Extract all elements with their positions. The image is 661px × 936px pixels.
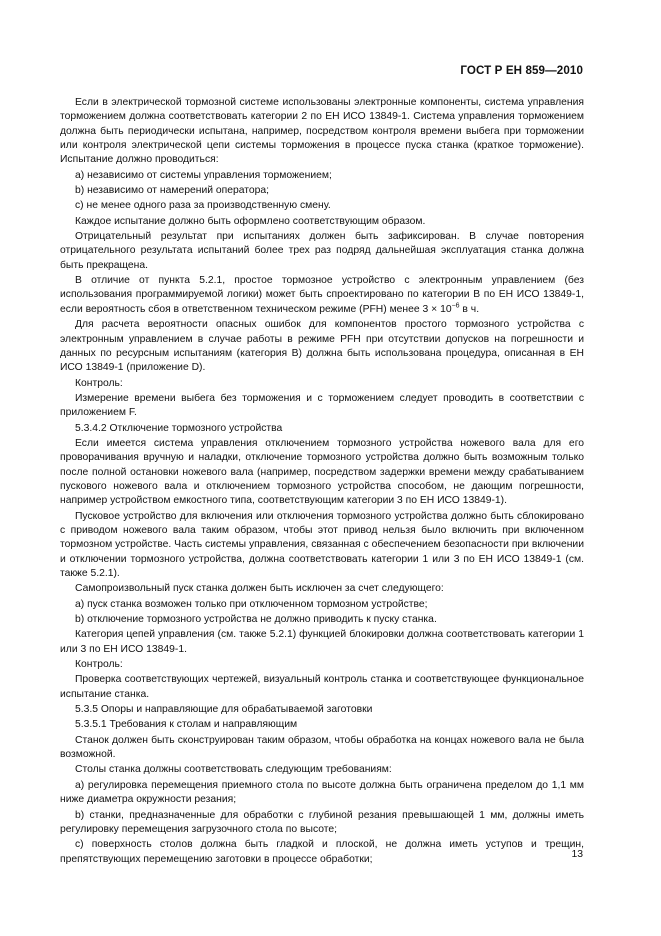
list-item: a) пуск станка возможен только при отключенном тормозном устройстве; [75, 598, 428, 610]
pfh-text: В отличие от пункта 5.2.1, простое тормозное устройство с электронным управлением (без использования программируемой логики) может быть спроектировано по категории В по ЕН ИСО 13849-1, если вероятность сбоя в ответственном техническом режиме (PFH) менее 3 × 10 [60, 275, 584, 315]
paragraph: Отрицательный результат при испытаниях должен быть зафиксирован. В случае повторения отрицательного результата испытаний более трех раз подряд дальнейшая эксплуатация станка должна быть прекращена. [60, 231, 584, 271]
subsection-heading: 5.3.5.1 Требования к столам и направляющим [75, 719, 298, 731]
paragraph: Каждое испытание должно быть оформлено соответствующим образом. [75, 215, 426, 227]
pfh-unit: в ч. [459, 303, 480, 315]
paragraph: Для расчета вероятности опасных ошибок для компонентов простого тормозного устройства с электронным управлением в случае работы в режиме PFH при отсутствии допусков на погрешности и данных по ресурсным испытаниям (категория В) должна быть использована процедура, описанная в ЕН ИСО 13849-1 (приложение D). [60, 319, 584, 374]
paragraph: Самопроизвольный пуск станка должен быть исключен за счет следующего: [75, 583, 444, 595]
document-header: ГОСТ Р ЕН 859—2010 [460, 64, 583, 77]
document-body [60, 96, 584, 867]
list-item: a) независимо от системы управления торможением; [75, 169, 332, 181]
list-item: c) не менее одного раза за производственную смену. [75, 200, 331, 212]
control-label: Контроль: [75, 377, 123, 389]
control-text: Измерение времени выбега без торможения и с торможением следует проводить в соответствии с приложением F. [60, 392, 584, 419]
paragraph: Пусковое устройство для включения или отключения тормозного устройства должно быть сблокировано с приводом ножевого вала таким образом, чтобы этот привод нельзя было включить при включенном тормозном устройстве. Часть системы управления, связанная с обеспечением безопасности при включении и отключении тормозного устройства, должна соответствовать категории 1 или 3 по ЕН ИСО 13849-1 (см. также 5.2.1). [60, 510, 584, 579]
list-item: b) отключение тормозного устройства не должно приводить к пуску станка. [75, 614, 437, 626]
section-heading: 5.3.4.2 Отключение тормозного устройства [75, 422, 283, 434]
page-number: 13 [571, 849, 583, 860]
pfh-exponent: −6 [451, 302, 460, 310]
list-item: c) поверхность столов должна быть гладкой и плоской, не должна иметь уступов и трещин, препятствующих перемещению заготовки в процессе обработки; [60, 839, 584, 865]
control-label: Контроль: [75, 659, 123, 671]
paragraph: Категория цепей управления (см. также 5.2.1) функцией блокировки должна соответствовать категории 1 или 3 по ЕН ИСО 13849-1. [60, 629, 584, 655]
paragraph: Столы станка должны соответствовать следующим требованиям: [75, 764, 392, 776]
paragraph: Если имеется система управления отключением тормозного устройства ножевого вала для его проворачивания вручную и наладки, отключение тормозного устройства должно быть возможным только после полной остановки ножевого вала (например, посредством задержки времени между срабатыванием пускового ножевого вала и отключением тормозного устройства способом, не дающим погрешности, например устройством емкостного типа, соответствующим категории 3 по ЕН ИСО 13849-1). [60, 437, 584, 507]
control-text: Проверка соответствующих чертежей, визуальный контроль станка и соответствующее функциональное испытание станка. [60, 674, 584, 700]
section-heading: 5.3.5 Опоры и направляющие для обрабатываемой заготовки [75, 704, 373, 716]
paragraph-pfh [60, 274, 584, 317]
list-item: b) станки, предназначенные для обработки с глубиной резания превышающей 1 мм, должны иметь регулировку перемещения загрузочного стола по высоте; [60, 809, 584, 835]
list-item: b) независимо от намерений оператора; [75, 185, 270, 197]
paragraph: Если в электрической тормозной системе использованы электронные компоненты, система управления торможением должна соответствовать категории 2 по ЕН ИСО 13849-1. Система управления торможением должна быть периодически испытана, например, посредством контроля времени выбега при торможении или контроля электрической цепи системы торможения в процессе пуска станка (краткое торможение). Испытание должно проводиться: [60, 97, 584, 166]
list-item: a) регулировка перемещения приемного стола по высоте должна быть ограничена пределом до 1,1 мм ниже диаметра окружности резания; [60, 779, 584, 806]
paragraph: Станок должен быть сконструирован таким образом, чтобы обработка на концах ножевого вала не была возможной. [60, 734, 584, 761]
